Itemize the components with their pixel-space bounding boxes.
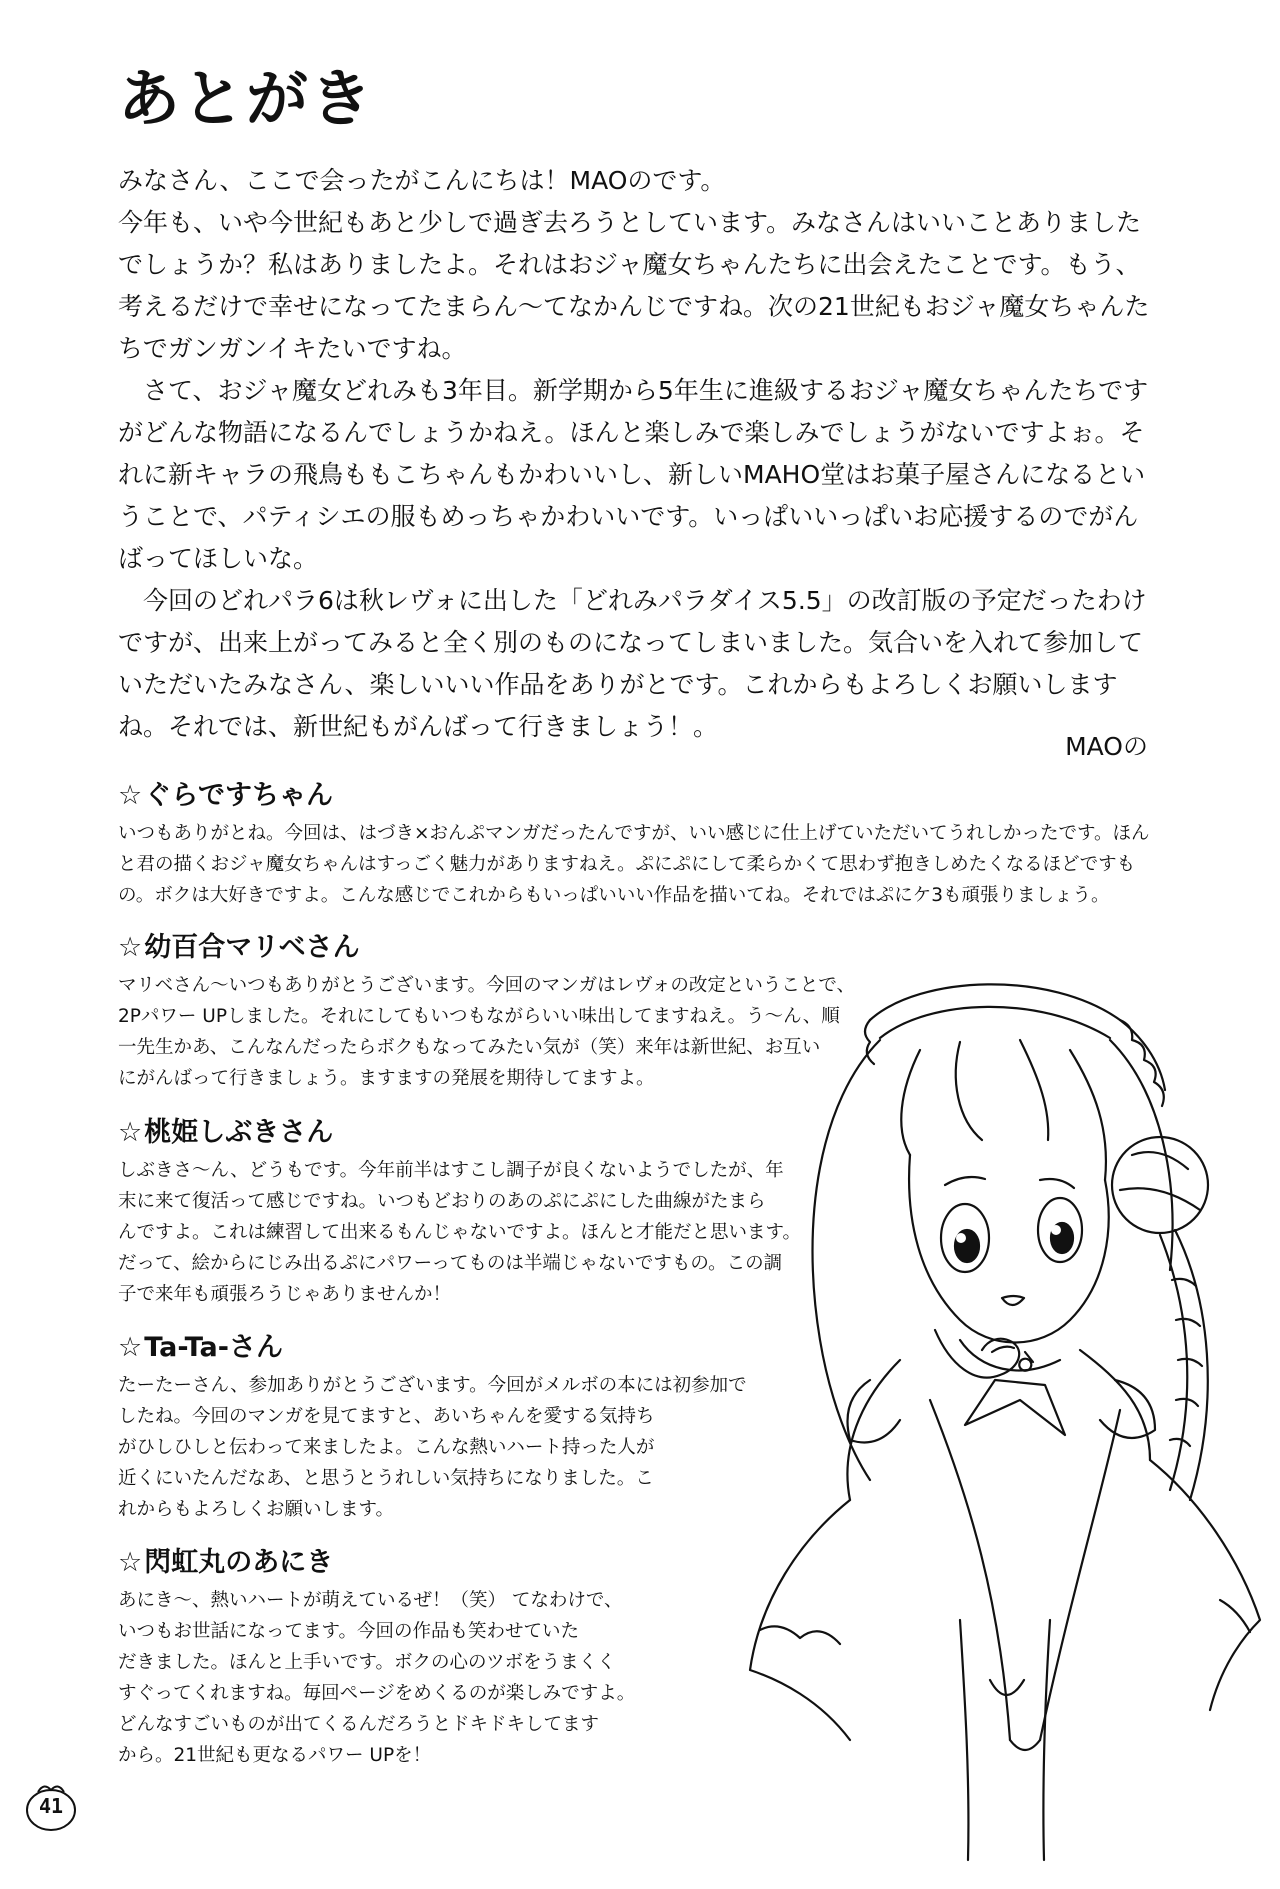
thanks-line: から。21世紀も更なるパワー UPを！ [118, 1745, 432, 1766]
thanks-name: 桃姫しぶきさん [144, 1117, 334, 1148]
thanks-line: たーたーさん、参加ありがとうございます。今回がメルボの本には初参加で [118, 1375, 747, 1396]
star-icon: ☆ [118, 932, 143, 963]
thanks-line: 子で来年も頑張ろうじゃありませんか！ [118, 1284, 452, 1305]
thanks-name: 幼百合マリベさん [144, 932, 360, 963]
thanks-line: どんなすごいものが出てくるんだろうとドキドキしてます [118, 1714, 600, 1735]
thanks-line: いつもお世話になってます。今回の作品も笑わせていた [118, 1621, 580, 1642]
thanks-name: ぐらですちゃん [144, 780, 333, 811]
star-icon: ☆ [118, 1547, 143, 1578]
thanks-line: にがんばって行きましょう。ますますの発展を期待してますよ。 [118, 1068, 655, 1089]
thanks-line: れからもよろしくお願いします。 [118, 1499, 395, 1520]
thanks-body [118, 818, 1158, 911]
page-number-text: 41 [38, 1794, 64, 1818]
thanks-line: いつもありがとね。今回は、はづき×おんぷマンガだったんですが、いい感じに仕上げていただいてうれしかったです。ほんと君の描くおジャ魔女ちゃんはすっごく魅力がありますねえ。ぷにぷにして柔らかくて思わず抱きしめたくなるほどですもの。ボクは大好きですよ。こんな感じでこれからもいっぱいいい作品を描いてね。それではぷにケ3も頑張りましょう。 [118, 823, 1150, 906]
star-icon: ☆ [118, 780, 143, 811]
thanks-line: マリベさん～いつもありがとうございます。今回のマンガはレヴォの改定ということで、 [118, 975, 856, 996]
star-icon: ☆ [118, 1117, 143, 1148]
intro-text [118, 160, 1158, 748]
thanks-name: Ta-Ta-さん [144, 1332, 283, 1363]
character-illustration [720, 980, 1280, 1889]
page-number [24, 1780, 78, 1834]
thanks-line: 2Pパワー UPしました。それにしてもいつもながらいい味出してますねえ。う～ん、順 [118, 1006, 840, 1027]
thanks-line: がひしひしと伝わって来ましたよ。こんな熱いハート持った人が [118, 1437, 655, 1458]
intro-paragraph: 今年も、いや今世紀もあと少しで過ぎ去ろうとしています。みなさんはいいことありましたでしょうか？私はありましたよ。それはおジャ魔女ちゃんたちに出会えたことです。もう、考えるだけで幸せになってたまらん～てなかんじですね。次の21世紀もおジャ魔女ちゃんたちでガンガンイキたいですね。 [118, 208, 1150, 363]
thanks-heading [118, 778, 1158, 814]
intro-paragraph: さて、おジャ魔女どれみも3年目。新学期から5年生に進級するおジャ魔女ちゃんたちですがどんな物語になるんでしょうかねえ。ほんと楽しみで楽しみでしょうがないですよぉ。それに新キャラの飛鳥ももこちゃんもかわいいし、新しいMAHO堂はお菓子屋さんになるということで、パティシエの服もめっちゃかわいいです。いっぱいいっぱいお応援するのでがんばってほしいな。 [118, 376, 1149, 573]
thanks-heading [118, 930, 1158, 966]
author-signature: MAOの [1065, 732, 1148, 761]
thanks-name: 閃虹丸のあにき [144, 1547, 334, 1578]
thanks-line: したね。今回のマンガを見てますと、あいちゃんを愛する気持ち [118, 1406, 655, 1427]
thanks-section-gurades [118, 778, 1158, 911]
thanks-line: んですよ。これは練習して出来るもんじゃないですよ。ほんと才能だと思います。 [118, 1222, 802, 1243]
thanks-line: だって、絵からにじみ出るぷにパワーってものは半端じゃないですもの。この調 [118, 1253, 783, 1274]
thanks-line: 末に来て復活って感じですね。いつもどおりのあのぷにぷにした曲線がたまら [118, 1191, 766, 1212]
page-title: あとがき [118, 62, 375, 135]
thanks-line: あにき～、熱いハートが萌えているぜ！（笑） てなわけで、 [118, 1590, 623, 1611]
thanks-line: しぶきさ～ん、どうもです。今年前半はすこし調子が良くないようでしたが、年 [118, 1160, 784, 1181]
thanks-line: だきました。ほんと上手いです。ボクの心のツボをうまくく [118, 1652, 616, 1673]
thanks-line: すぐってくれますね。毎回ページをめくるのが楽しみですよ。 [118, 1683, 636, 1704]
thanks-line: 一先生かあ、こんなんだったらボクもなってみたい気が（笑）来年は新世紀、お互い [118, 1037, 821, 1058]
intro-paragraph: みなさん、ここで会ったがこんにちは！MAOのです。 [118, 166, 726, 195]
star-icon: ☆ [118, 1332, 143, 1363]
thanks-line: 近くにいたんだなあ、と思うとうれしい気持ちになりました。こ [118, 1468, 654, 1489]
intro-paragraph: 今回のどれパラ6は秋レヴォに出した「どれみパラダイス5.5」の改訂版の予定だったわけですが、出来上がってみると全く別のものになってしまいました。気合いを入れて参加していただいたみなさん、楽しいいい作品をありがとです。これからもよろしくお願いしますね。それでは、新世紀もがんばって行きましょう！。 [118, 586, 1147, 741]
